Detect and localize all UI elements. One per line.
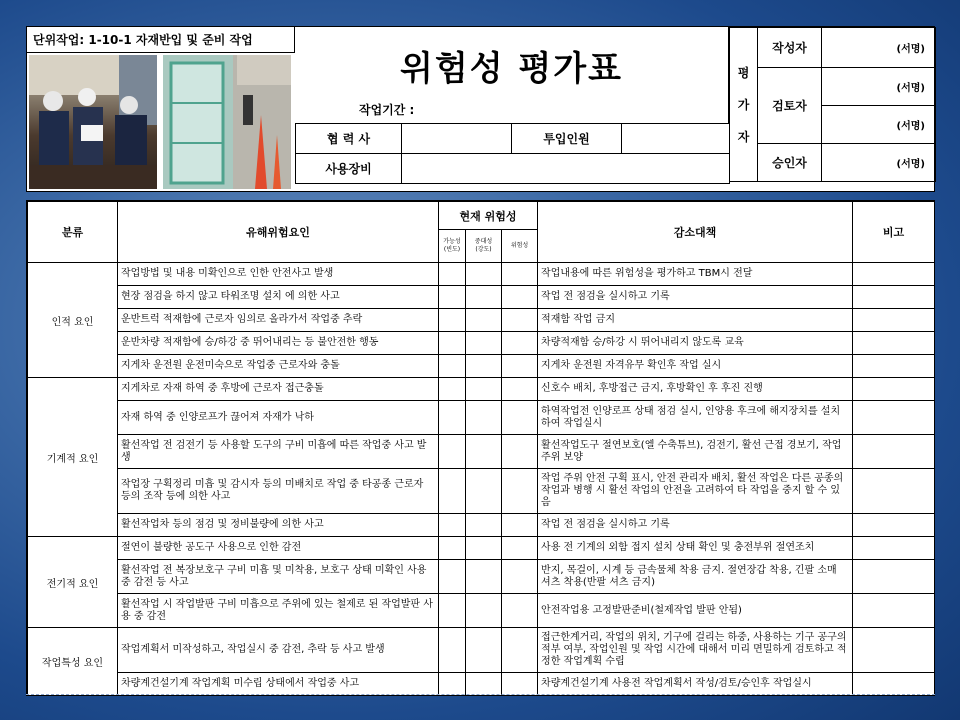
header-info-table <box>295 123 730 184</box>
table-row <box>28 355 935 378</box>
measure-cell: 안전작업용 고정발판준비(철제작업 발판 안됨) <box>538 594 853 628</box>
severity-cell[interactable] <box>466 514 502 537</box>
note-cell[interactable] <box>853 309 935 332</box>
likelihood-cell[interactable] <box>439 286 466 309</box>
risk-cell[interactable] <box>502 673 538 696</box>
header-panel <box>26 26 935 192</box>
note-cell[interactable] <box>853 286 935 309</box>
measure-cell: 차량적재함 승/하강 시 뛰어내리지 않도록 교육 <box>538 332 853 355</box>
measure-cell: 작업 전 점검을 실시하고 기록 <box>538 514 853 537</box>
risk-cell[interactable] <box>502 628 538 673</box>
category-cell: 인적 요인 <box>28 263 118 378</box>
likelihood-cell[interactable] <box>439 594 466 628</box>
measure-cell: 차량계건설기계 사용전 작업계획서 작성/검토/승인후 작업실시 <box>538 673 853 696</box>
severity-cell[interactable] <box>466 378 502 401</box>
document-title: 위험성 평가표 <box>400 49 623 89</box>
header-hazard: 유해위험요인 <box>118 202 439 263</box>
approver-sign[interactable]: (서명) <box>822 144 936 182</box>
severity-cell[interactable] <box>466 355 502 378</box>
risk-cell[interactable] <box>502 355 538 378</box>
hazard-cell: 작업장 구획정리 미흡 및 감시자 등의 미배치로 작업 중 타공종 근로자 등의 조작 등에 의한 사고 <box>118 469 439 514</box>
table-row <box>28 673 935 696</box>
severity-cell[interactable] <box>466 673 502 696</box>
writer-sign[interactable]: (서명) <box>822 28 936 68</box>
hazard-cell: 활선작업 전 복장보호구 구비 미흡 및 미착용, 보호구 상태 미확인 사용중 감전 등 사고 <box>118 560 439 594</box>
note-cell[interactable] <box>853 594 935 628</box>
site-photo-workers <box>29 55 157 189</box>
measure-cell: 적재함 작업 금지 <box>538 309 853 332</box>
likelihood-cell[interactable] <box>439 401 466 435</box>
evaluator-label: 평 가 자 <box>730 28 758 182</box>
risk-cell[interactable] <box>502 560 538 594</box>
likelihood-cell[interactable] <box>439 355 466 378</box>
note-cell[interactable] <box>853 673 935 696</box>
measure-cell: 활선작업도구 절연보호(엘 수축튜브), 검전기, 활선 근접 경보기, 작업주위 보양 <box>538 435 853 469</box>
hazard-cell: 지게차 운전원 운전미숙으로 작업중 근로자와 충돌 <box>118 355 439 378</box>
approver-label: 승인자 <box>758 144 822 182</box>
note-cell[interactable] <box>853 332 935 355</box>
severity-cell[interactable] <box>466 537 502 560</box>
likelihood-cell[interactable] <box>439 628 466 673</box>
note-cell[interactable] <box>853 355 935 378</box>
hazard-cell: 활선작업 전 검전기 등 사용할 도구의 구비 미흡에 따른 작업중 사고 발생 <box>118 435 439 469</box>
header-likelihood: 가능성 (빈도) <box>439 230 466 263</box>
table-row <box>28 560 935 594</box>
likelihood-cell[interactable] <box>439 537 466 560</box>
risk-cell[interactable] <box>502 537 538 560</box>
hazard-cell: 차량계건설기계 작업계획 미수립 상태에서 작업중 사고 <box>118 673 439 696</box>
partner-label: 협 력 사 <box>296 124 402 154</box>
likelihood-cell[interactable] <box>439 378 466 401</box>
measure-cell: 작업 주위 안전 구획 표시, 안전 관리자 배치, 활선 작업은 다른 공종의 작업과 병행 시 활선 작업의 안전을 고려하여 타 작업을 중지 할 수 있음 <box>538 469 853 514</box>
reviewer-sign-1[interactable]: (서명) <box>822 68 936 106</box>
header-severity: 중대성 (강도) <box>466 230 502 263</box>
risk-cell[interactable] <box>502 332 538 355</box>
risk-cell[interactable] <box>502 594 538 628</box>
note-cell[interactable] <box>853 628 935 673</box>
table-row <box>28 594 935 628</box>
site-photo-street <box>163 55 291 189</box>
likelihood-cell[interactable] <box>439 309 466 332</box>
writer-label: 작성자 <box>758 28 822 68</box>
workers-label: 투입인원 <box>512 124 622 154</box>
equipment-label: 사용장비 <box>296 154 402 184</box>
header-category: 분류 <box>28 202 118 263</box>
note-cell[interactable] <box>853 263 935 286</box>
risk-cell[interactable] <box>502 435 538 469</box>
risk-cell[interactable] <box>502 286 538 309</box>
table-row <box>28 435 935 469</box>
category-cell: 전기적 요인 <box>28 537 118 628</box>
reviewer-label: 검토자 <box>758 68 822 144</box>
likelihood-cell[interactable] <box>439 469 466 514</box>
note-cell[interactable] <box>853 560 935 594</box>
severity-cell[interactable] <box>466 560 502 594</box>
slide-footer-line <box>26 694 935 696</box>
measure-cell: 작업 전 점검을 실시하고 기록 <box>538 286 853 309</box>
hazard-cell: 절연이 불량한 공도구 사용으로 인한 감전 <box>118 537 439 560</box>
hazard-cell: 현장 점검을 하지 않고 타워조명 설치 에 의한 사고 <box>118 286 439 309</box>
likelihood-cell[interactable] <box>439 435 466 469</box>
likelihood-cell[interactable] <box>439 514 466 537</box>
hazard-cell: 지게차로 자재 하역 중 후방에 근로자 접근충돌 <box>118 378 439 401</box>
table-row <box>28 628 935 673</box>
note-cell[interactable] <box>853 401 935 435</box>
note-cell[interactable] <box>853 378 935 401</box>
header-note: 비고 <box>853 202 935 263</box>
risk-cell[interactable] <box>502 309 538 332</box>
hazard-cell: 작업계획서 미작성하고, 작업실시 중 감전, 추락 등 사고 발생 <box>118 628 439 673</box>
table-row <box>28 378 935 401</box>
risk-cell[interactable] <box>502 514 538 537</box>
risk-cell[interactable] <box>502 378 538 401</box>
measure-cell: 작업내용에 따른 위험성을 평가하고 TBM시 전달 <box>538 263 853 286</box>
likelihood-cell[interactable] <box>439 263 466 286</box>
hazard-cell: 활선작업 시 작업발판 구비 미흡으로 주위에 있는 철제로 된 작업발판 사용 중 감전 <box>118 594 439 628</box>
severity-cell[interactable] <box>466 332 502 355</box>
note-cell[interactable] <box>853 514 935 537</box>
reviewer-sign-2[interactable]: (서명) <box>822 106 936 144</box>
table-row <box>28 469 935 514</box>
measure-cell: 접근한계거리, 작업의 위치, 기구에 걸리는 하중, 사용하는 기구 공구의 적부 여부, 작업인원 및 작업 시간에 대해서 미리 면밀하게 검토하고 적정한 작업계획 수립 <box>538 628 853 673</box>
category-cell: 기계적 요인 <box>28 378 118 537</box>
category-cell: 작업특성 요인 <box>28 628 118 696</box>
measure-cell: 지게차 운전원 자격유무 확인후 작업 실시 <box>538 355 853 378</box>
severity-cell[interactable] <box>466 263 502 286</box>
table-row <box>28 332 935 355</box>
severity-cell[interactable] <box>466 628 502 673</box>
risk-cell[interactable] <box>502 401 538 435</box>
severity-cell[interactable] <box>466 309 502 332</box>
approval-table <box>729 27 936 182</box>
likelihood-cell[interactable] <box>439 332 466 355</box>
note-cell[interactable] <box>853 435 935 469</box>
severity-cell[interactable] <box>466 435 502 469</box>
severity-cell[interactable] <box>466 401 502 435</box>
risk-table-panel <box>26 200 935 696</box>
likelihood-cell[interactable] <box>439 673 466 696</box>
risk-cell[interactable] <box>502 263 538 286</box>
severity-cell[interactable] <box>466 594 502 628</box>
hazard-cell: 작업방법 및 내용 미확인으로 인한 안전사고 발생 <box>118 263 439 286</box>
table-row <box>28 537 935 560</box>
measure-cell: 반지, 목걸이, 시계 등 금속물체 착용 금지. 절연장갑 착용, 긴팔 소매 셔츠 착용(반팔 셔츠 금지) <box>538 560 853 594</box>
workers-value[interactable] <box>622 124 730 154</box>
hazard-cell: 자재 하역 중 인양로프가 끊어져 자재가 낙하 <box>118 401 439 435</box>
header-measure: 감소대책 <box>538 202 853 263</box>
hazard-cell: 활선작업차 등의 점검 및 정비불량에 의한 사고 <box>118 514 439 537</box>
header-risk: 위험성 <box>502 230 538 263</box>
likelihood-cell[interactable] <box>439 560 466 594</box>
document-title-area <box>295 27 729 123</box>
table-row <box>28 263 935 286</box>
unit-task-title: 단위작업: 1-10-1 자재반입 및 준비 작업 <box>27 27 295 53</box>
note-cell[interactable] <box>853 469 935 514</box>
hazard-cell: 운반트럭 적재함에 근로자 임의로 올라가서 작업중 추락 <box>118 309 439 332</box>
severity-cell[interactable] <box>466 469 502 514</box>
equipment-value[interactable] <box>402 154 730 184</box>
measure-cell: 사용 전 기계의 외함 접지 설치 상태 확인 및 충전부위 절연조치 <box>538 537 853 560</box>
work-period-label: 작업기간 : <box>359 103 415 117</box>
table-row <box>28 401 935 435</box>
table-row <box>28 309 935 332</box>
measure-cell: 신호수 배치, 후방접근 금지, 후방확인 후 후진 진행 <box>538 378 853 401</box>
severity-cell[interactable] <box>466 286 502 309</box>
header-current-risk: 현재 위험성 <box>439 202 538 230</box>
risk-assessment-table <box>27 201 935 696</box>
risk-cell[interactable] <box>502 469 538 514</box>
risk-table-body <box>28 263 935 696</box>
table-row <box>28 514 935 537</box>
note-cell[interactable] <box>853 537 935 560</box>
measure-cell: 하역작업전 인양로프 상태 점검 실시, 인양용 후크에 해지장치를 설치하여 작업실시 <box>538 401 853 435</box>
hazard-cell: 운반차량 적재함에 승/하강 중 뛰어내리는 등 불안전한 행동 <box>118 332 439 355</box>
table-row <box>28 286 935 309</box>
partner-value[interactable] <box>402 124 512 154</box>
